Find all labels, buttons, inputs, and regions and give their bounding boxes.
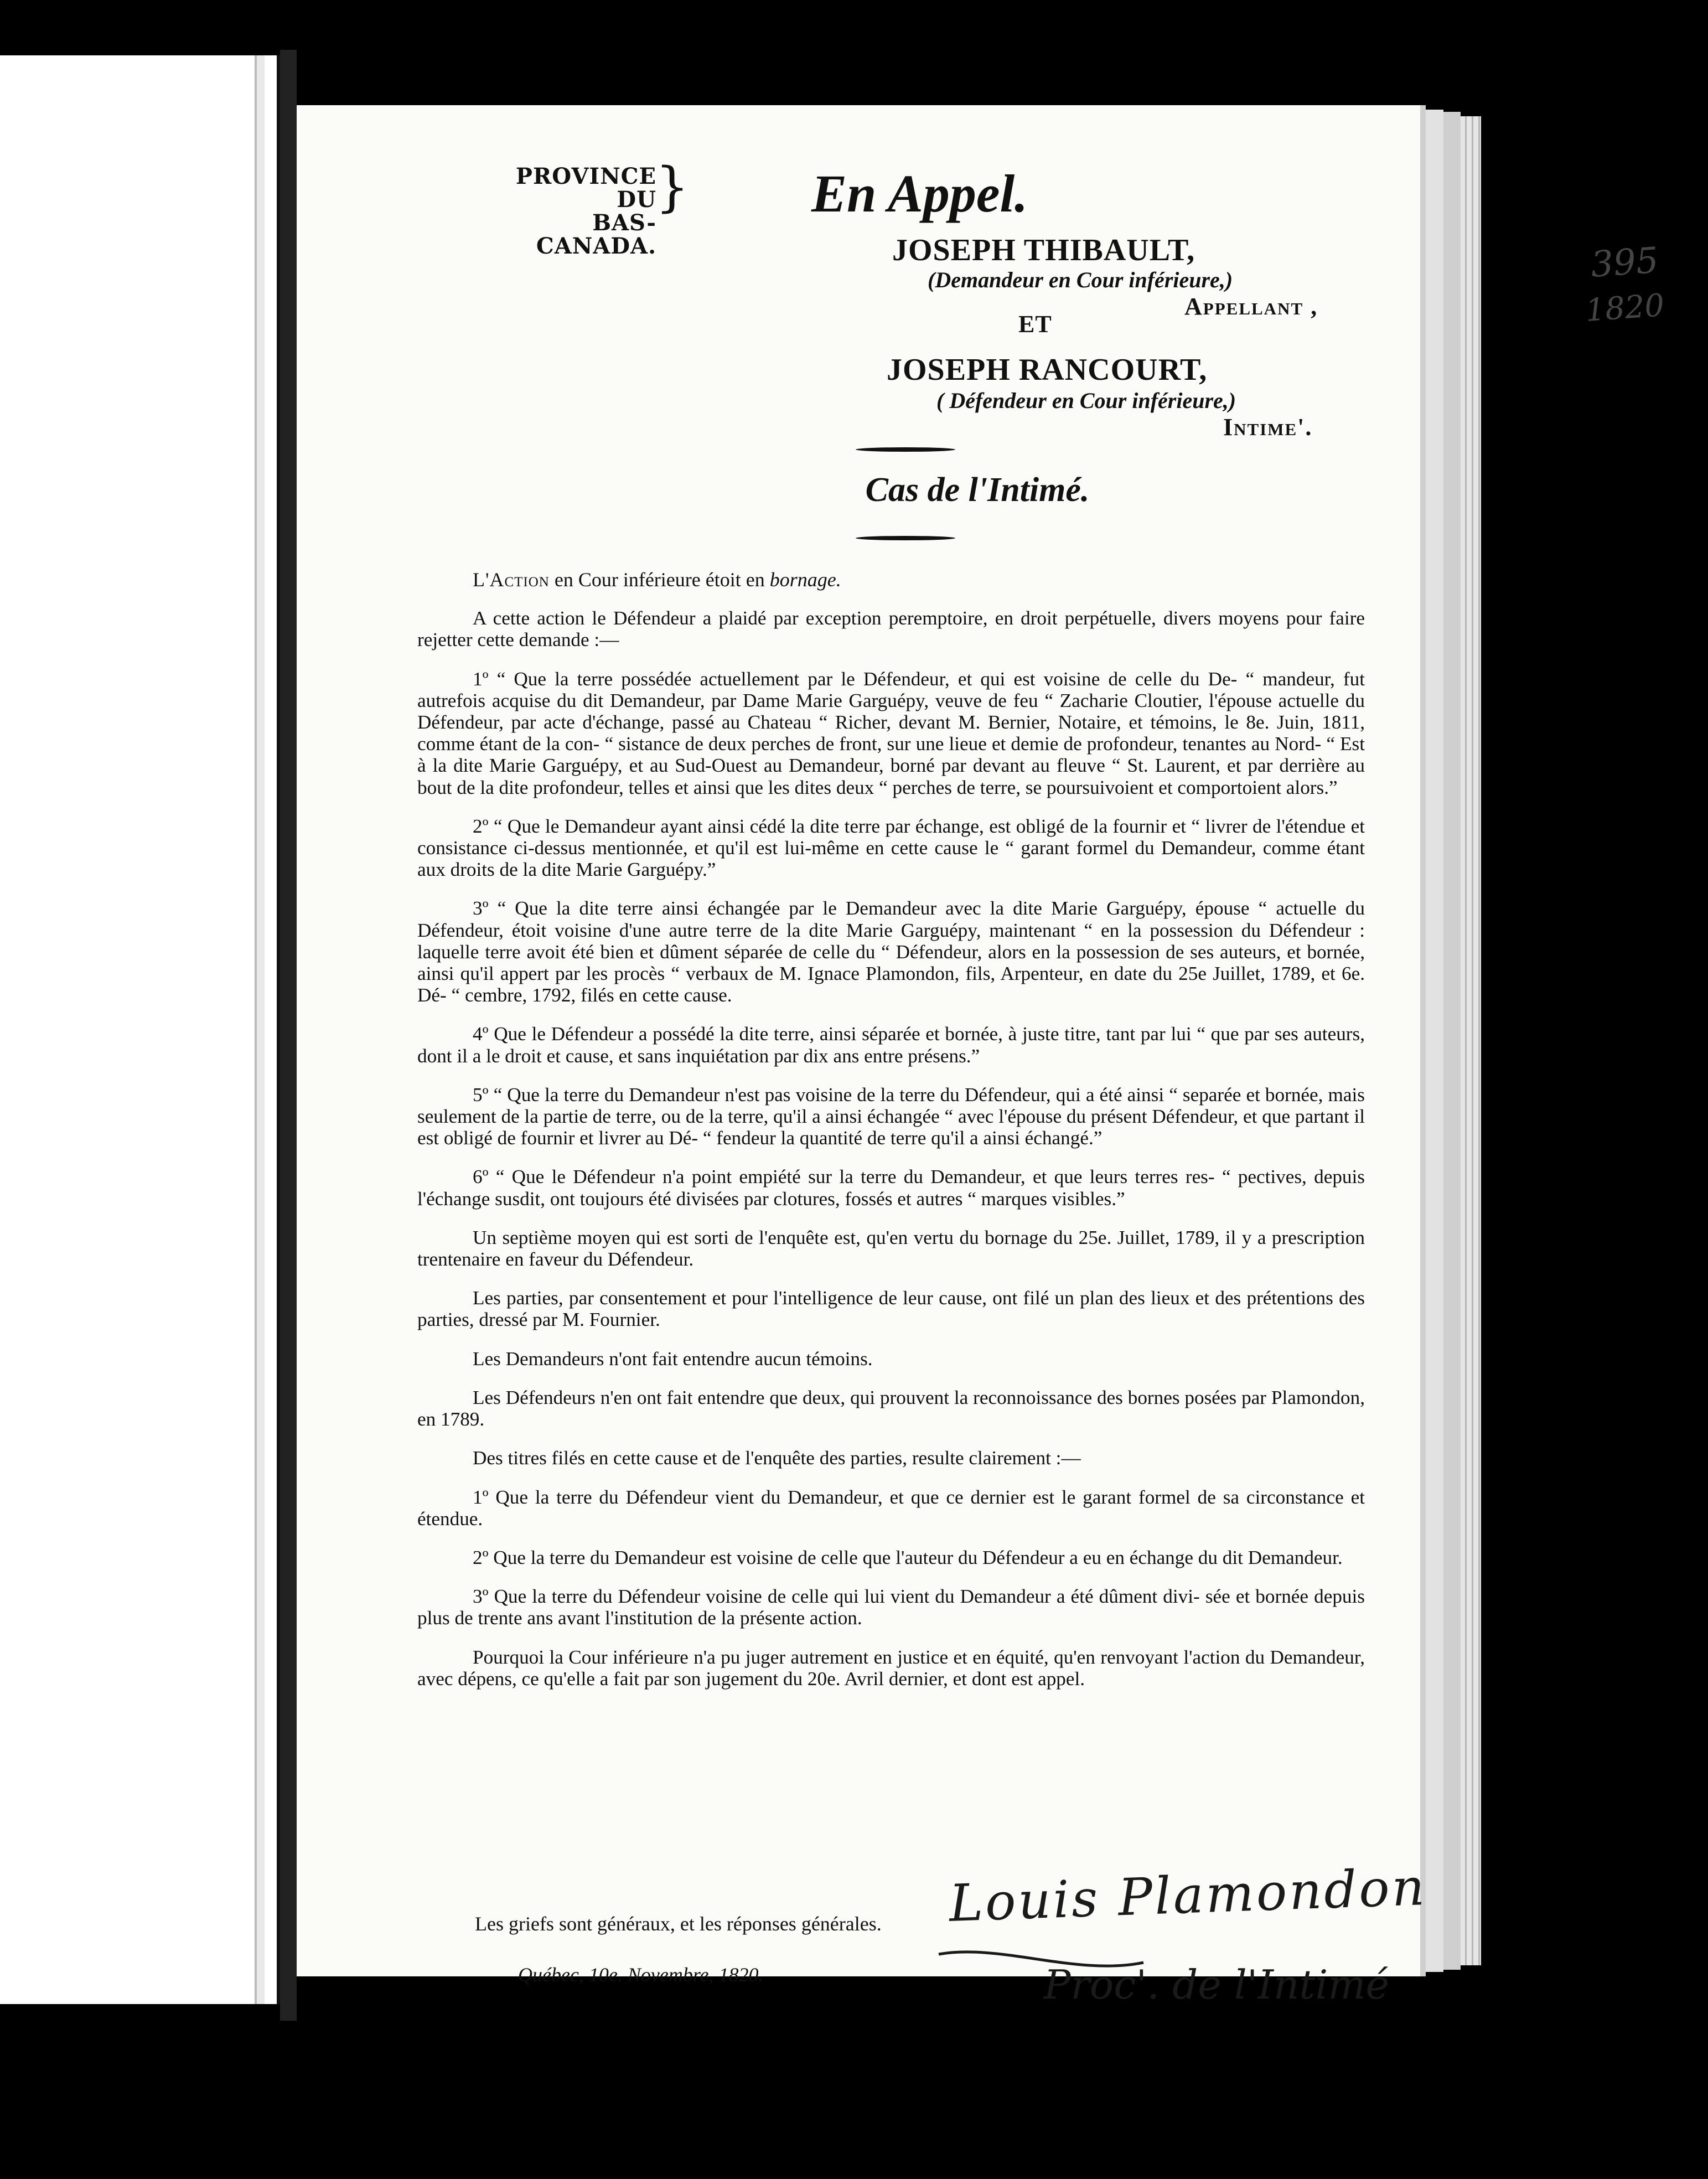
action-bornage: bornage. — [769, 569, 841, 591]
province-brace: } — [655, 156, 690, 218]
book-gutter — [280, 50, 297, 2021]
ornamental-rule-bottom — [856, 536, 955, 540]
paragraph-conclusion-1: 1º Que la terre du Défendeur vient du Demandeur, et que ce dernier est le garant formel de sa circonstance et étendue. — [417, 1486, 1365, 1530]
province-line-1: PROVINCE DU — [515, 163, 656, 213]
case-subtitle: Cas de l'Intimé. — [865, 471, 1090, 509]
paragraph-moyen-3: 3º “ Que la dite terre ainsi échangée par le Demandeur avec la dite Marie Garguépy, épouse “ actuelle du Défendeur, étoit voisine d'une autre terre de la dite Marie Garguépy, maintenant “ en la possession du Défendeur : laquelle terre avoit été bien et dûment séparée de celle du “ Défendeur, alors en la possession de ses auteurs, et bornée, ainsi qu'il appert par les procès “ verbaux de M. Ignace Plamondon, fils, Arpenteur, en date du 25e Juillet, 1789, et 6e. Dé- “ cembre, 1792, filés en cette cause. — [417, 897, 1365, 1006]
ornamental-rule-top — [856, 447, 955, 452]
archive-number-mark — [1586, 238, 1708, 338]
paragraph-defendeurs-witnesses: Les Défendeurs n'en ont fait entendre que deux, qui prouvent la reconnoissance des bornes posées par Plamondon, en 1789. — [417, 1386, 1365, 1431]
action-text: en Cour inférieure étoit en — [549, 569, 770, 591]
griefs-statement: Les griefs sont généraux, et les réponses générales. — [475, 1913, 882, 1935]
province-header — [474, 165, 656, 258]
paragraph-plan: Les parties, par consentement et pour l'intelligence de leur cause, ont filé un plan des lieux et des prétentions des parties, dressé par M. Fournier. — [417, 1287, 1365, 1331]
paragraph-conclusion-3: 3º Que la terre du Défendeur voisine de celle qui lui vient du Demandeur a été dûment divi- sée et bornée depuis plus de trente ans avant l'institution de la présente action. — [417, 1586, 1365, 1629]
page-title: En Appel. — [811, 164, 1028, 223]
handwritten-signature — [933, 1857, 1428, 2026]
paragraph-moyen-2: 2º “ Que le Demandeur ayant ainsi cédé la dite terre par échange, est obligé de la fournir et “ livrer de l'étendue et consistance ci-dessus mentionnée, et qu'il est lui-même en cette cause le “ garant formel du Demandeur, comme étant aux droits de la dite Marie Garguépy.” — [417, 815, 1365, 881]
place-date: Québec, 10e. Novembre, 1820. — [518, 1964, 764, 1986]
document-page — [297, 105, 1666, 2008]
archive-number-line-2: 1820 — [1584, 287, 1666, 329]
respondent-role: ( Défendeur en Cour inférieure,) — [936, 388, 1236, 413]
paragraph-moyen-4: 4º Que le Défendeur a possédé la dite terre, ainsi séparée et bornée, à juste titre, tant par lui “ que par ses auteurs, dont il a le droit et cause, et sans inquiétation par dix ans entre présens.” — [417, 1023, 1365, 1067]
conjunction: ET — [1018, 311, 1052, 338]
archive-number-line-1: 395 — [1589, 240, 1660, 286]
respondent-status: Intime'. — [1223, 414, 1313, 441]
case-body — [417, 569, 1365, 1707]
province-line-2: BAS-CANADA. — [536, 210, 656, 259]
paragraph-moyen-1: 1º “ Que la terre possédée actuellement par le Défendeur, et qui est voisine de celle du De- “ mandeur, fut autrefois acquise du dit Demandeur, par Dame Marie Garguépy, veuve de feu “ Zacharie Cloutier, l'épouse actuelle du Défendeur, par acte d'échange, passé au Chateau “ Richer, devant M. Bernier, Notaire, et témoins, le 8e. Juin, 1811, comme étant de la con- “ sistance de deux perches de front, sur une lieue et demie de profondeur, tenantes au Nord- “ Est à la dite Marie Garguépy, et au Sud-Ouest au Demandeur, borné par devant au fleuve “ St. Laurent, et par derrière au bout de la dite profondeur, telles et ainsi que les dites deux “ perches de terre, se poursuivoient et comportoient alors.” — [417, 668, 1365, 798]
facing-page-edge — [255, 55, 265, 2004]
appellant-role: (Demandeur en Cour inférieure,) — [928, 267, 1233, 292]
action-lead-word: L'Action — [473, 569, 550, 591]
page-fore-edge — [1420, 116, 1481, 1965]
respondent-name: JOSEPH RANCOURT, — [887, 353, 1208, 387]
facing-page — [0, 55, 280, 2004]
appellant-status: Appellant , — [1184, 293, 1318, 320]
paragraph-moyen-6: 6º “ Que le Défendeur n'a point empiété sur la terre du Demandeur, et que leurs terres res- “ pectives, depuis l'échange susdit, ont toujours été divisées par clotures, fossés et autres “ marques visibles.” — [417, 1166, 1365, 1210]
appellant-name: JOSEPH THIBAULT, — [892, 233, 1195, 267]
paragraph-moyen-7: Un septième moyen qui est sorti de l'enquête est, qu'en vertu du bornage du 25e. Juillet, 1789, il y a prescription trentenaire en faveur du Défendeur. — [417, 1226, 1365, 1271]
paragraph-demandeurs-witnesses: Les Demandeurs n'ont fait entendre aucun témoins. — [473, 1347, 873, 1370]
paragraph-judgment: Pourquoi la Cour inférieure n'a pu juger autrement en justice et en équité, qu'en renvoyant l'action du Demandeur, avec dépens, ce qu'elle a fait par son jugement du 20e. Avril dernier, et dont est appel. — [417, 1646, 1365, 1690]
paragraph-action — [417, 569, 1365, 591]
paragraph-plea-intro: A cette action le Défendeur a plaidé par exception peremptoire, en droit perpétuelle, divers moyens pour faire rejetter cette demande :— — [417, 607, 1365, 651]
paragraph-conclusion-intro: Des titres filés en cette cause et de l'enquête des parties, resulte clairement :— — [473, 1447, 1081, 1469]
paragraph-conclusion-2: 2º Que la terre du Demandeur est voisine de celle que l'auteur du Défendeur a eu en échange du dit Demandeur. — [473, 1546, 1343, 1568]
signature-name: Louis Plamondon — [948, 1857, 1428, 1933]
paragraph-moyen-5: 5º “ Que la terre du Demandeur n'est pas voisine de la terre du Défendeur, qui a été ainsi “ separée et bornée, mais seulement de la partie de terre, ou de la terre, qu'il a ainsi échangée “ avec l'épouse du présent Défendeur, et que partant il est obligé de fournir et livrer au Dé- “ fendeur la quantité de terre qu'il a ainsi échangé.” — [417, 1083, 1365, 1149]
signature-title: Proc'. de l'Intimé — [1044, 1961, 1390, 2008]
